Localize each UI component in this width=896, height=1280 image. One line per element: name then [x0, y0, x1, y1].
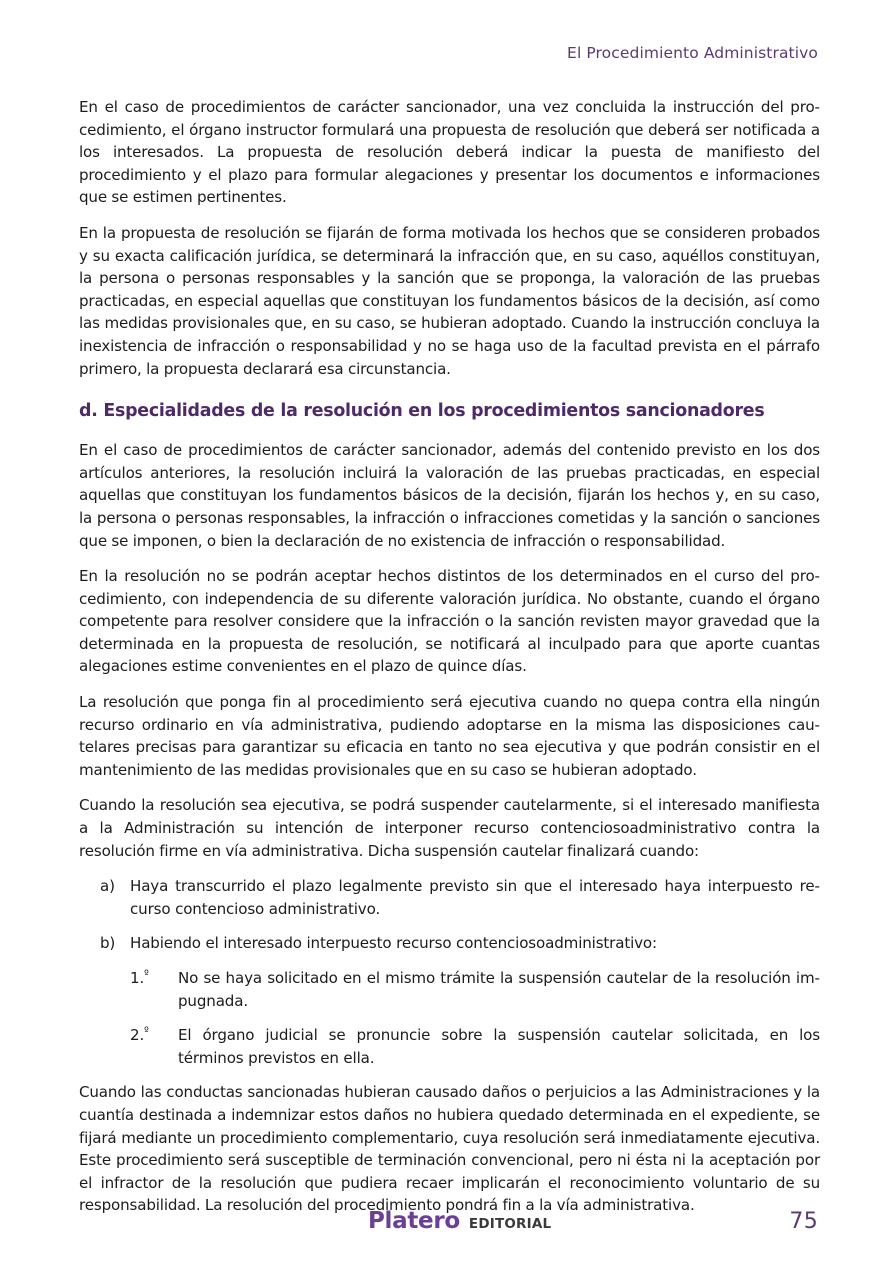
- paragraph-6: Cuando la resolución sea ejecutiva, se podrá suspender cautelarmente, si el interesado manifiesta a la Administración su intención de interponer recurso contenciosoadministrativo contra la resolución firme en vía administrativa. Dicha suspensión cautelar finalizará cuando:: [79, 796, 820, 860]
- list-item: [130, 1024, 820, 1069]
- ordinal-list-wrapper: [79, 967, 820, 1069]
- list-item: [130, 967, 820, 1012]
- list-item-text: Haya transcurrido el plazo legalmente previsto sin que el interesado haya interpuesto recurso contencioso administrativo.: [130, 877, 820, 918]
- ordinal-list: [130, 967, 820, 1069]
- list-marker-number: 2.: [130, 1026, 145, 1045]
- publisher-subtitle: EDITORIAL: [468, 1216, 552, 1232]
- paragraph-3: En el caso de procedimientos de carácter sancionador, además del contenido previsto en los dos artículos anteriores, la resolución incluirá la valoración de las pruebas practicadas, en especial aquellas que constituyan los fundamentos básicos de la decisión, fijarán los hechos y, en su caso, la persona o personas responsables, la infracción o infracciones cometidas y la sanción o sanciones que se imponen, o bien la declaración de no existencia de infracción o responsabilidad.: [79, 441, 820, 550]
- running-head: El Procedimiento Administrativo: [567, 44, 818, 62]
- list-item-text: No se haya solicitado en el mismo trámite la suspensión cautelar de la resolución impugnada.: [178, 969, 820, 1010]
- ordinal-indicator-icon: º: [144, 1026, 149, 1038]
- list-item: [79, 875, 820, 920]
- list-item-text: El órgano judicial se pronuncie sobre la suspensión cautelar solicitada, en los términos previstos en ella.: [178, 1026, 820, 1067]
- page-content: [79, 96, 820, 1230]
- list-marker: a): [100, 877, 115, 896]
- section-heading: d. Especialidades de la resolución en los procedimientos sancionadores: [79, 401, 765, 422]
- paragraph-1: En el caso de procedimientos de carácter sancionador, una vez concluida la instrucción del procedimiento, el órgano instructor formulará una propuesta de resolución que deberá ser notificada a los interesados. La propuesta de resolución deberá indicar la puesta de manifiesto del procedimiento y el plazo para formular alegaciones y presentar los documentos e informaciones que se estimen pertinentes.: [79, 98, 820, 207]
- paragraph-5: La resolución que ponga fin al procedimiento será ejecutiva cuando no quepa contra ella ningún recurso ordinario en vía administrativa, pudiendo adoptarse en la misma las disposiciones cautelares precisas para garantizar su eficacia en tanto no sea ejecutiva y que podrán consistir en el mantenimiento de las medidas provisionales que en su caso se hubieran adoptado.: [79, 693, 820, 779]
- page-footer: [79, 1202, 818, 1236]
- list-marker-number: 1.: [130, 969, 145, 987]
- list-marker: [130, 1024, 149, 1047]
- list-item: [79, 932, 820, 955]
- publisher-name: Platero: [368, 1208, 460, 1234]
- paragraph-7: Cuando las conductas sancionadas hubieran causado daños o perjuicios a las Administraciones y la cuantía destinada a indemnizar estos daños no hubiera quedado determinada en el expediente, se fijará mediante un procedimiento complementario, cuya resolución será inmediatamente ejecutiva. Este procedimiento será susceptible de terminación convencional, pero ni ésta ni la aceptación por el infractor de la resolución que pudiera recaer implicarán el reconocimiento voluntario de su responsabilidad. La resolución del procedimiento pondrá fin a la vía administrativa.: [79, 1083, 820, 1215]
- page-number: 75: [789, 1209, 818, 1234]
- paragraph-4: En la resolución no se podrán aceptar hechos distintos de los determinados en el curso del procedimiento, con independencia de su diferente valoración jurídica. No obstante, cuando el órgano competente para resolver considere que la infracción o la sanción revisten mayor gravedad que la determinada en la propuesta de resolución, se notificará al inculpado para que aporte cuantas alegaciones estime convenientes en el plazo de quince días.: [79, 567, 820, 676]
- alpha-list: [79, 875, 820, 955]
- list-marker: [130, 967, 149, 990]
- paragraph-2: En la propuesta de resolución se fijarán de forma motivada los hechos que se consideren probados y su exacta calificación jurídica, se determinará la infracción que, en su caso, aquéllos constituyan, la persona o personas responsables y la sanción que se proponga, la valoración de las pruebas practicadas, en especial aquellas que constituyan los fundamentos básicos de la decisión, así como las medidas provisionales que, en su caso, se hubieran adoptado. Cuando la instrucción concluya la inexistencia de infracción o responsabilidad y no se haga uso de la facultad prevista en el párrafo primero, la propuesta declarará esa circunstancia.: [79, 223, 820, 378]
- list-marker: b): [100, 934, 116, 953]
- list-item-text: Habiendo el interesado interpuesto recurso contenciosoadministrativo:: [130, 934, 657, 953]
- publisher-logo: [368, 1208, 551, 1234]
- ordinal-indicator-icon: º: [144, 968, 149, 980]
